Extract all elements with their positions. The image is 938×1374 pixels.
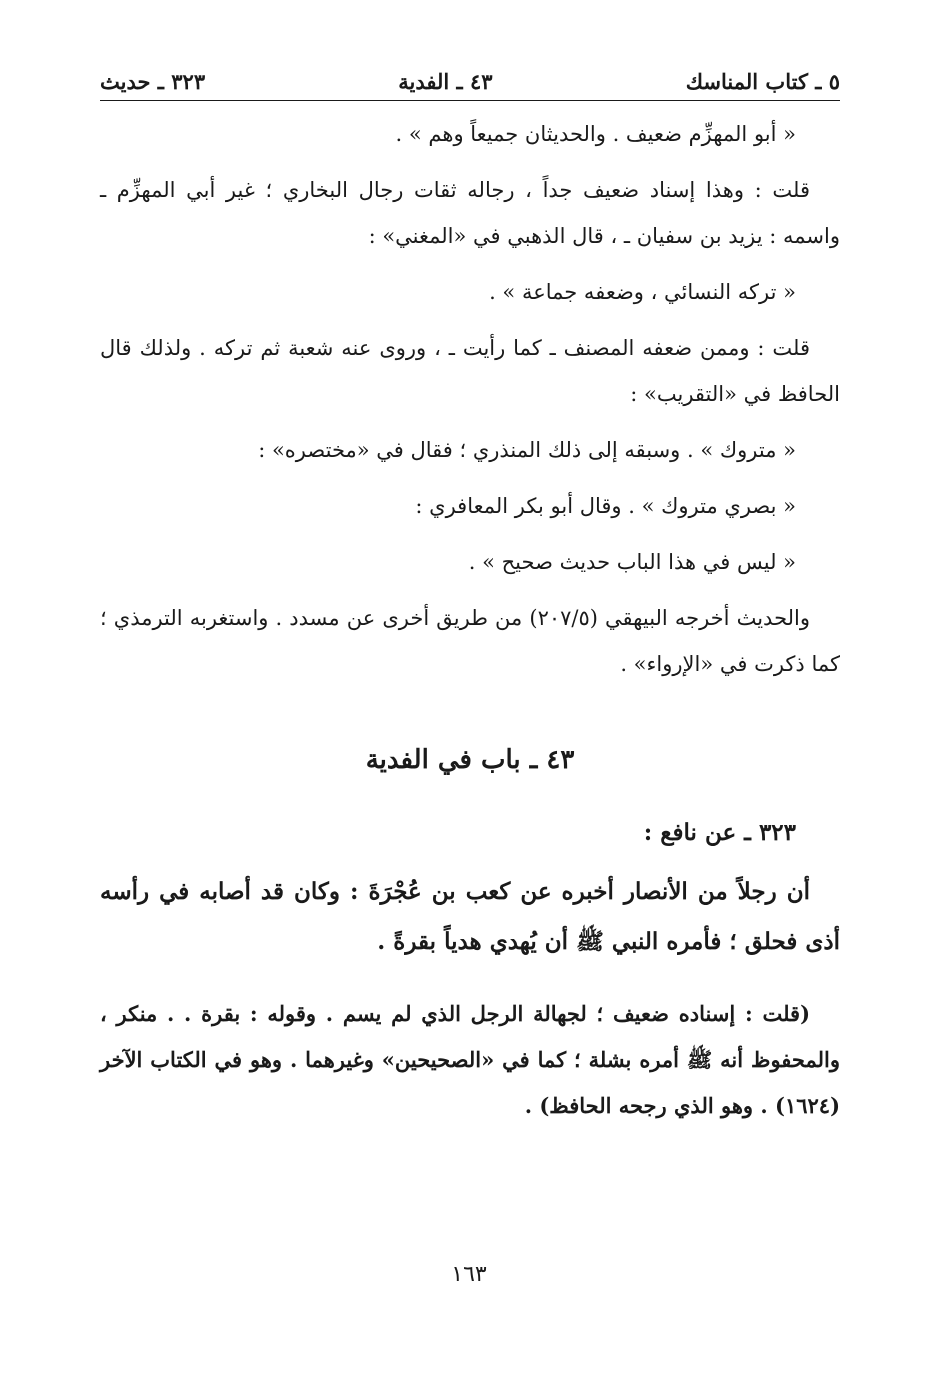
header-book-title: ٥ ـ كتاب المناسك bbox=[685, 69, 840, 94]
page-number: ١٦٣ bbox=[451, 1262, 487, 1287]
header-hadith-number: ٣٢٣ ـ حديث bbox=[100, 69, 206, 94]
running-header bbox=[100, 62, 840, 94]
quote-paragraph: « بصري متروك » . وقال أبو بكر المعافري : bbox=[415, 494, 796, 518]
page-body bbox=[100, 62, 840, 1129]
quote-paragraph: « ليس في هذا الباب حديث صحيح » . bbox=[468, 550, 796, 574]
hadith-text: أن رجلاً من الأنصار أخبره عن كعب بن عُجْرَةَ : وكان قد أصابه في رأسه أذى فحلق ؛ فأمره النبي ﷺ أن يُهدي هدياً بقرةً . bbox=[100, 878, 840, 955]
body-paragraph: قلت : وممن ضعفه المصنف ـ كما رأيت ـ ، وروى عنه شعبة ثم تركه . ولذلك قال الحافظ في «التقريب» : bbox=[100, 336, 840, 406]
hadith-number-line: ٣٢٣ ـ عن نافع : bbox=[643, 819, 796, 846]
body-paragraph: قلت : وهذا إسناد ضعيف جداً ، رجاله ثقات رجال البخاري ؛ غير أبي المهزِّم ـ واسمه : يزيد بن سفيان ـ ، قال الذهبي في «المغني» : bbox=[100, 178, 840, 248]
quote-paragraph: « متروك » . وسبقه إلى ذلك المنذري ؛ فقال في «مختصره» : bbox=[258, 438, 796, 462]
chapter-heading: ٤٣ ـ باب في الفدية bbox=[365, 745, 575, 775]
header-chapter-title: ٤٣ ـ الفدية bbox=[398, 69, 493, 94]
hadith-note: (قلت : إسناده ضعيف ؛ لجهالة الرجل الذي لم يسم . وقوله : بقرة . . منكر ، والمحفوظ أنه ﷺ أمره بشلة ؛ كما في «الصحيحين» وغيرهما . وهو في الكتاب الآخر (١٦٢٤) . وهو الذي رجحه الحافظ) . bbox=[100, 1001, 840, 1118]
quote-paragraph: « تركه النسائي ، وضعفه جماعة » . bbox=[489, 280, 796, 304]
quote-paragraph: « أبو المهزِّم ضعيف . والحديثان جميعاً وهم » . bbox=[395, 122, 796, 146]
body-paragraph: والحديث أخرجه البيهقي (٢٠٧/٥) من طريق أخرى عن مسدد . واستغربه الترمذي ؛ كما ذكرت في «الإرواء» . bbox=[100, 606, 840, 676]
